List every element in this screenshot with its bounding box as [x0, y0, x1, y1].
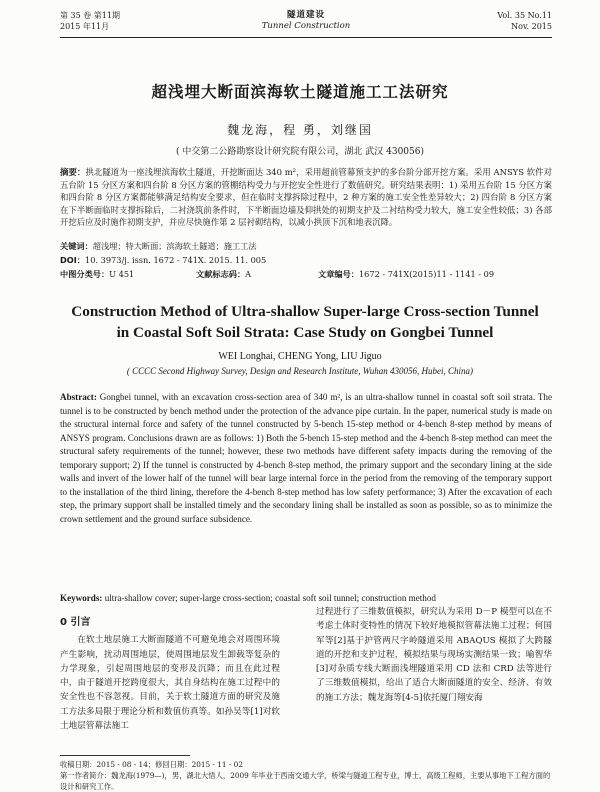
volume-cn: 第 35 卷 第11期 — [60, 11, 120, 20]
header-rule — [60, 37, 552, 38]
doc-code-value: A — [245, 269, 252, 279]
running-header — [60, 8, 552, 38]
affiliation-en: ( CCCC Second Highway Survey, Design and Research Institute, Wuhan 430056, Hubei, China) — [126, 366, 474, 376]
keywords-cn-text: 超浅埋；特大断面；滨海软土隧道；施工工法 — [92, 241, 257, 251]
abstract-en-label: Abstract: — [60, 392, 97, 402]
abstract-en — [60, 391, 552, 526]
journal-name-cn: 隧道建设 — [286, 10, 325, 20]
footnote-author: 第一作者简介：魏龙海(1979—)，男，湖北大悟人，2009 年毕业于西南交通大学，桥梁与隧道工程专业，博士，高级工程师，主要从事地下工程方面的设计和研究工作。 — [60, 771, 551, 791]
doc-code-label: 文献标志码： — [196, 269, 246, 279]
clc-label: 中图分类号： — [60, 269, 110, 279]
abstract-cn-text: 拱北隧道为一座浅埋滨海软土隧道，开挖断面达 340 m²，采用超前管幕预支护的多台阶分部开挖方案。采用 ANSYS 软件对五台阶 15 分区方案和四台阶 8 分区方案的管棚结构受力与开挖安全性进行了数值研究。研究结果表明：1) 采用五台阶 15 分区方案和四台阶 8 分区方案都能够满足结构安全要求，但在临时支撑拆除过程中，2 种方案的施工安全性差异较大；2) 四台阶 8 分区方案在下半断面临时支撑拆除后，二衬浇筑前条件时，下半断面边墙及仰拱处的初期支护及二衬结构受力较大，施工安全性较低；3) 各部开挖后应及时施作初期支护，并应尽快施作第 2 层衬砌结构，以减小拱顶下沉和地表沉降。 — [60, 167, 553, 228]
article-no-line — [318, 269, 494, 280]
section-heading-intro: 0 引言 — [60, 617, 91, 628]
header-journal — [60, 10, 552, 32]
body-column-right — [316, 605, 552, 705]
authors-en: WEI Longhai, CHENG Yong, LIU Jiguo — [218, 351, 382, 362]
doc-code-line — [196, 269, 251, 280]
affiliation-cn: ( 中交第二公路勘察设计研究院有限公司，湖北 武汉 430056) — [176, 147, 424, 157]
doi-label: DOI： — [60, 255, 85, 265]
title-en-line-2: in Coastal Soft Soil Strata: Case Study on Gongbei Tunnel — [116, 324, 494, 341]
intro-paragraph-left: 在软土地层施工大断面隧道不可避免地会对周围环境产生影响，扰动周围地层，使周围地层发生卸载等复杂的力学现象，引起周围地层的变形及沉降；而且在此过程中，由于隧道开挖跨度很大，其自身结构在施工过程中的安全性也不容忽视。目前，关于软土隧道方面的研究及施工方法多局限于理论分析和数值仿真等。如孙吴等[1]对软土地层管幕法施工 — [60, 635, 280, 732]
title-en — [50, 301, 560, 343]
keywords-cn-label: 关键词： — [60, 241, 93, 251]
clc-line — [60, 269, 134, 280]
journal-name-en: Tunnel Construction — [261, 21, 351, 31]
keywords-en-label: Keywords: — [60, 593, 103, 603]
keywords-cn — [60, 241, 257, 252]
date-en: Nov. 2015 — [511, 22, 552, 31]
doi-value: 10. 3973/j. issn. 1672 - 741X. 2015. 11. 005 — [85, 255, 267, 265]
abstract-cn-label: 摘要： — [60, 167, 86, 177]
intro-paragraph-right: 过程进行了三维数值模拟，研究认为采用 D－P 模型可以在不考虑土体时变特性的情况下较好地模拟管幕法施工过程；何国军等[2]基于护管两尺字岭隧道采用 ABAQUS 模拟了大跨隧道的开挖和支护过程，模拟结果与现场实测结果一致；喻智华[3]对杂质专线大断面浅埋隧道采用 CD 法和 CRD 法等进行了三维数值模拟，给出了适合大断面隧道的安全、经济、有效的施工方法；魏龙海等[4-5]依托厦门翔安海 — [316, 607, 552, 703]
article-no-value: 1672 - 741X(2015)11 - 1141 - 09 — [358, 269, 495, 279]
footnote-rule — [60, 755, 190, 756]
clc-value: U 451 — [109, 269, 135, 279]
abstract-cn — [60, 166, 552, 229]
keywords-en-text: ultra-shallow cover; super-large cross-section; coastal soft soil tunnel; construction method — [102, 593, 436, 603]
footnote-received: 收稿日期：2015 - 08 - 14；修回日期：2015 - 11 - 02 — [60, 760, 243, 769]
body-column-left — [60, 616, 280, 733]
footnote — [60, 759, 552, 792]
title-en-line-1: Construction Method of Ultra-shallow Super-large Cross-section Tunnel — [71, 303, 539, 320]
abstract-en-text: Gongbei tunnel, with an excavation cross-section area of 340 m², is an ultra-shallow tunnel in coastal soft soil strata. The tunnel is to be constructed by bench method under the protection of the advance pipe curtain. In the paper, numerical study is made on the structural internal force and safety of the tunnel constructed by 5-bench 15-step method or 4-bench 8-step method by means of ANSYS program. Conclusions drawn are as follows: 1) Both the 5-bench 15-step method and the 4-bench 8-step method can meet the structural safety requirements of the tunnel; however, these two methods have different safety impacts during the removing of the temporary support; 2) If the tunnel is constructed by 4-bench 8-step method, the primary support and the secondary lining at the side walls and invert of the lower half of the tunnel will bear large internal force in the period from the removing of the temporary support to the installation of the third lining, therefore the 4-bench 8-step method has low safety performance; 3) After the excavation of each step, the primary support shall be installed timely and the secondary lining shall be installed as soon as possible, so as to minimize the crown settlement and the ground surface subsidence. — [60, 392, 552, 524]
article-no-label: 文章编号： — [318, 269, 359, 279]
date-cn: 2015 年11月 — [60, 22, 110, 31]
header-right — [497, 10, 552, 32]
doi-line — [60, 255, 266, 266]
title-cn: 超浅埋大断面滨海软土隧道施工工法研究 — [151, 83, 449, 101]
keywords-en — [60, 592, 552, 604]
volume-en: Vol. 35 No.11 — [497, 11, 552, 20]
authors-cn: 魏龙海，程 勇，刘继国 — [227, 123, 373, 137]
